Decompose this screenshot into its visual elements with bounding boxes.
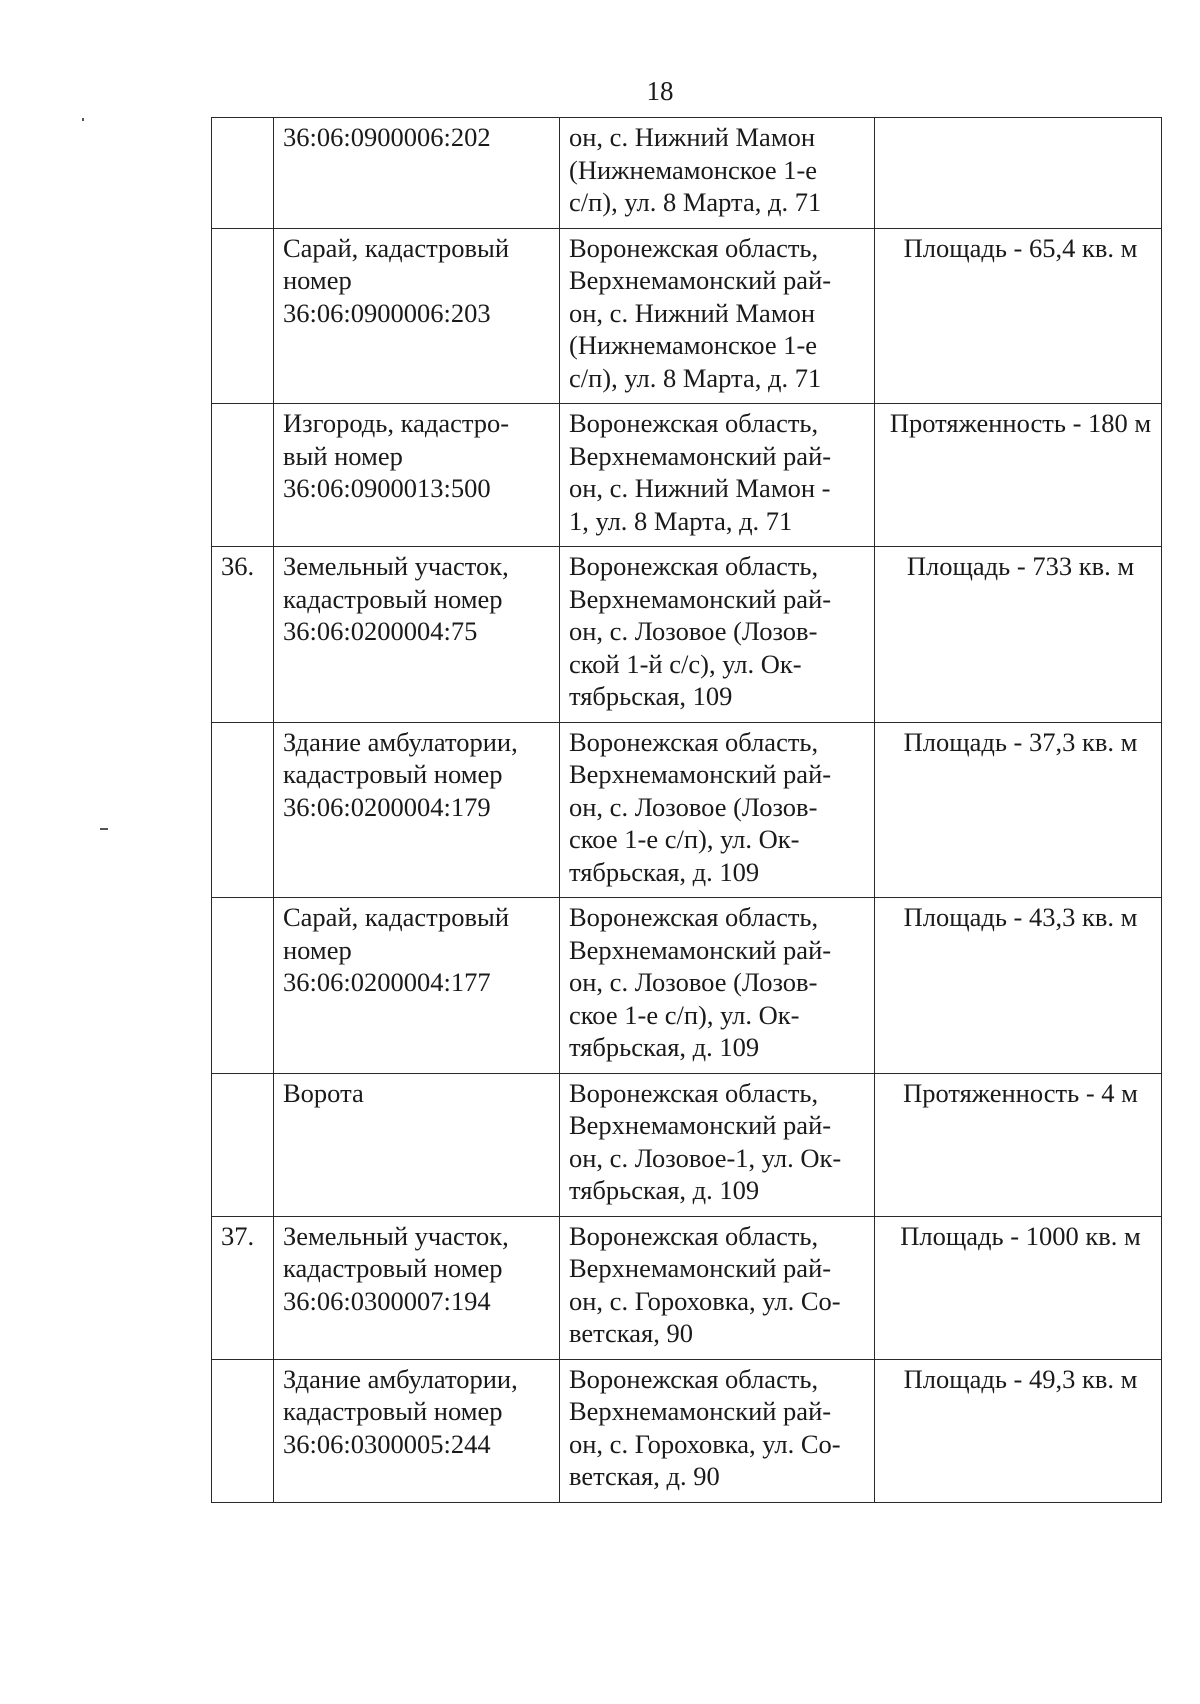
object-name-line: 36:06:0200004:75 [283, 616, 478, 646]
address-line: Верхнемамонский рай- [569, 934, 832, 965]
item-number [212, 404, 274, 547]
address-cell [560, 898, 875, 1074]
address-line: Воронежская область, [569, 902, 819, 932]
object-name-line: номер [283, 265, 352, 295]
table-row [212, 118, 1162, 229]
object-name-cell [274, 898, 560, 1074]
object-name-line: Здание амбулатории, [283, 726, 518, 757]
characteristic-cell: Площадь - 43,3 кв. м [875, 898, 1162, 1074]
address-line: Воронежская область, [569, 1363, 819, 1394]
property-table [211, 117, 1162, 1503]
table-row [212, 1216, 1162, 1359]
object-name-cell [274, 118, 560, 229]
address-line: ской 1-й с/с), ул. Ок- [569, 648, 802, 679]
property-table-body [212, 118, 1162, 1503]
address-line: он, с. Гороховка, ул. Со- [569, 1428, 841, 1459]
address-line: Воронежская область, [569, 232, 819, 263]
address-line: (Нижнемамонское 1-е [569, 330, 818, 360]
scan-speck [82, 118, 84, 121]
address-line: он, с. Нижний Мамон - [569, 473, 831, 503]
object-name-line: 36:06:0300007:194 [283, 1285, 491, 1316]
characteristic-cell: Площадь - 65,4 кв. м [875, 228, 1162, 404]
item-number: 37. [212, 1216, 274, 1359]
address-line: Верхнемамонский рай- [569, 265, 832, 295]
object-name-line: 36:06:0900013:500 [283, 473, 491, 503]
address-cell [560, 404, 875, 547]
item-number: 36. [212, 547, 274, 723]
item-number [212, 228, 274, 404]
scan-speck [100, 828, 108, 830]
table-row [212, 1073, 1162, 1216]
table-row [212, 722, 1162, 898]
page-number: 18 [646, 76, 674, 106]
table-row [212, 898, 1162, 1074]
object-name-line: кадастровый номер [283, 1253, 503, 1283]
characteristic-cell: Площадь - 49,3 кв. м [875, 1359, 1162, 1502]
address-line: он, с. Лозовое (Лозов- [569, 791, 818, 822]
object-name-cell [274, 1359, 560, 1502]
address-line: 1, ул. 8 Марта, д. 71 [569, 505, 793, 536]
object-name-line: номер [283, 934, 352, 965]
address-line: он, с. Нижний Мамон [569, 122, 816, 152]
address-cell [560, 547, 875, 723]
address-line: он, с. Лозовое-1, ул. Ок- [569, 1142, 842, 1173]
address-line: Верхнемамонский рай- [569, 1110, 832, 1140]
object-name-line: Сарай, кадастровый [283, 232, 510, 263]
object-name-cell [274, 1073, 560, 1216]
address-line: Воронежская область, [569, 551, 819, 581]
table-row [212, 547, 1162, 723]
characteristic-cell: Протяженность - 180 м [875, 404, 1162, 547]
object-name-cell [274, 1216, 560, 1359]
object-name-cell [274, 404, 560, 547]
table-row [212, 1359, 1162, 1502]
address-line: Воронежская область, [569, 1220, 819, 1251]
address-cell [560, 722, 875, 898]
address-line: ское 1-е с/п), ул. Ок- [569, 824, 800, 854]
address-line: тябрьская, д. 109 [569, 856, 760, 887]
address-cell [560, 118, 875, 229]
address-line: он, с. Лозовое (Лозов- [569, 616, 818, 646]
address-line: Верхнемамонский рай- [569, 583, 832, 614]
item-number [212, 722, 274, 898]
address-cell [560, 228, 875, 404]
object-name-line: 36:06:0200004:177 [283, 967, 491, 997]
table-row [212, 228, 1162, 404]
object-name-line: Здание амбулатории, [283, 1363, 518, 1394]
object-name-line: Земельный участок, [283, 1220, 509, 1251]
characteristic-cell [875, 118, 1162, 229]
address-line: ское 1-е с/п), ул. Ок- [569, 999, 800, 1030]
address-line: с/п), ул. 8 Марта, д. 71 [569, 362, 822, 393]
item-number [212, 118, 274, 229]
address-line: ветская, д. 90 [569, 1461, 720, 1491]
address-cell [560, 1359, 875, 1502]
object-name-line: 36:06:0300005:244 [283, 1428, 491, 1459]
object-name-line: Земельный участок, [283, 551, 509, 581]
object-name-line: Ворота [283, 1077, 364, 1108]
address-line: Верхнемамонский рай- [569, 1253, 832, 1283]
characteristic-cell: Площадь - 37,3 кв. м [875, 722, 1162, 898]
address-line: с/п), ул. 8 Марта, д. 71 [569, 187, 822, 217]
object-name-line: 36:06:0900006:202 [283, 122, 491, 152]
address-line: Верхнемамонский рай- [569, 440, 832, 471]
address-line: он, с. Лозовое (Лозов- [569, 967, 818, 997]
object-name-cell [274, 547, 560, 723]
object-name-line: Сарай, кадастровый [283, 902, 510, 932]
object-name-cell [274, 228, 560, 404]
address-line: ветская, 90 [569, 1318, 693, 1348]
object-name-line: Изгородь, кадастро- [283, 408, 510, 438]
object-name-line: вый номер [283, 440, 403, 471]
address-cell [560, 1073, 875, 1216]
address-line: (Нижнемамонское 1-е [569, 154, 818, 185]
address-line: тябрьская, д. 109 [569, 1175, 760, 1205]
characteristic-cell: Площадь - 733 кв. м [875, 547, 1162, 723]
object-name-line: 36:06:0900006:203 [283, 297, 491, 328]
address-line: Воронежская область, [569, 1077, 819, 1108]
table-row [212, 404, 1162, 547]
address-line: он, с. Нижний Мамон [569, 297, 816, 328]
item-number [212, 898, 274, 1074]
address-line: Верхнемамонский рай- [569, 1396, 832, 1426]
object-name-line: 36:06:0200004:179 [283, 791, 491, 822]
object-name-line: кадастровый номер [283, 1396, 503, 1426]
object-name-cell [274, 722, 560, 898]
characteristic-cell: Площадь - 1000 кв. м [875, 1216, 1162, 1359]
address-line: Воронежская область, [569, 408, 819, 438]
item-number [212, 1073, 274, 1216]
address-line: он, с. Гороховка, ул. Со- [569, 1285, 841, 1316]
object-name-line: кадастровый номер [283, 759, 503, 789]
address-line: тябрьская, 109 [569, 681, 733, 711]
address-line: Воронежская область, [569, 726, 819, 757]
characteristic-cell: Протяженность - 4 м [875, 1073, 1162, 1216]
address-cell [560, 1216, 875, 1359]
address-line: тябрьская, д. 109 [569, 1032, 760, 1062]
item-number [212, 1359, 274, 1502]
object-name-line: кадастровый номер [283, 583, 503, 614]
address-line: Верхнемамонский рай- [569, 759, 832, 789]
